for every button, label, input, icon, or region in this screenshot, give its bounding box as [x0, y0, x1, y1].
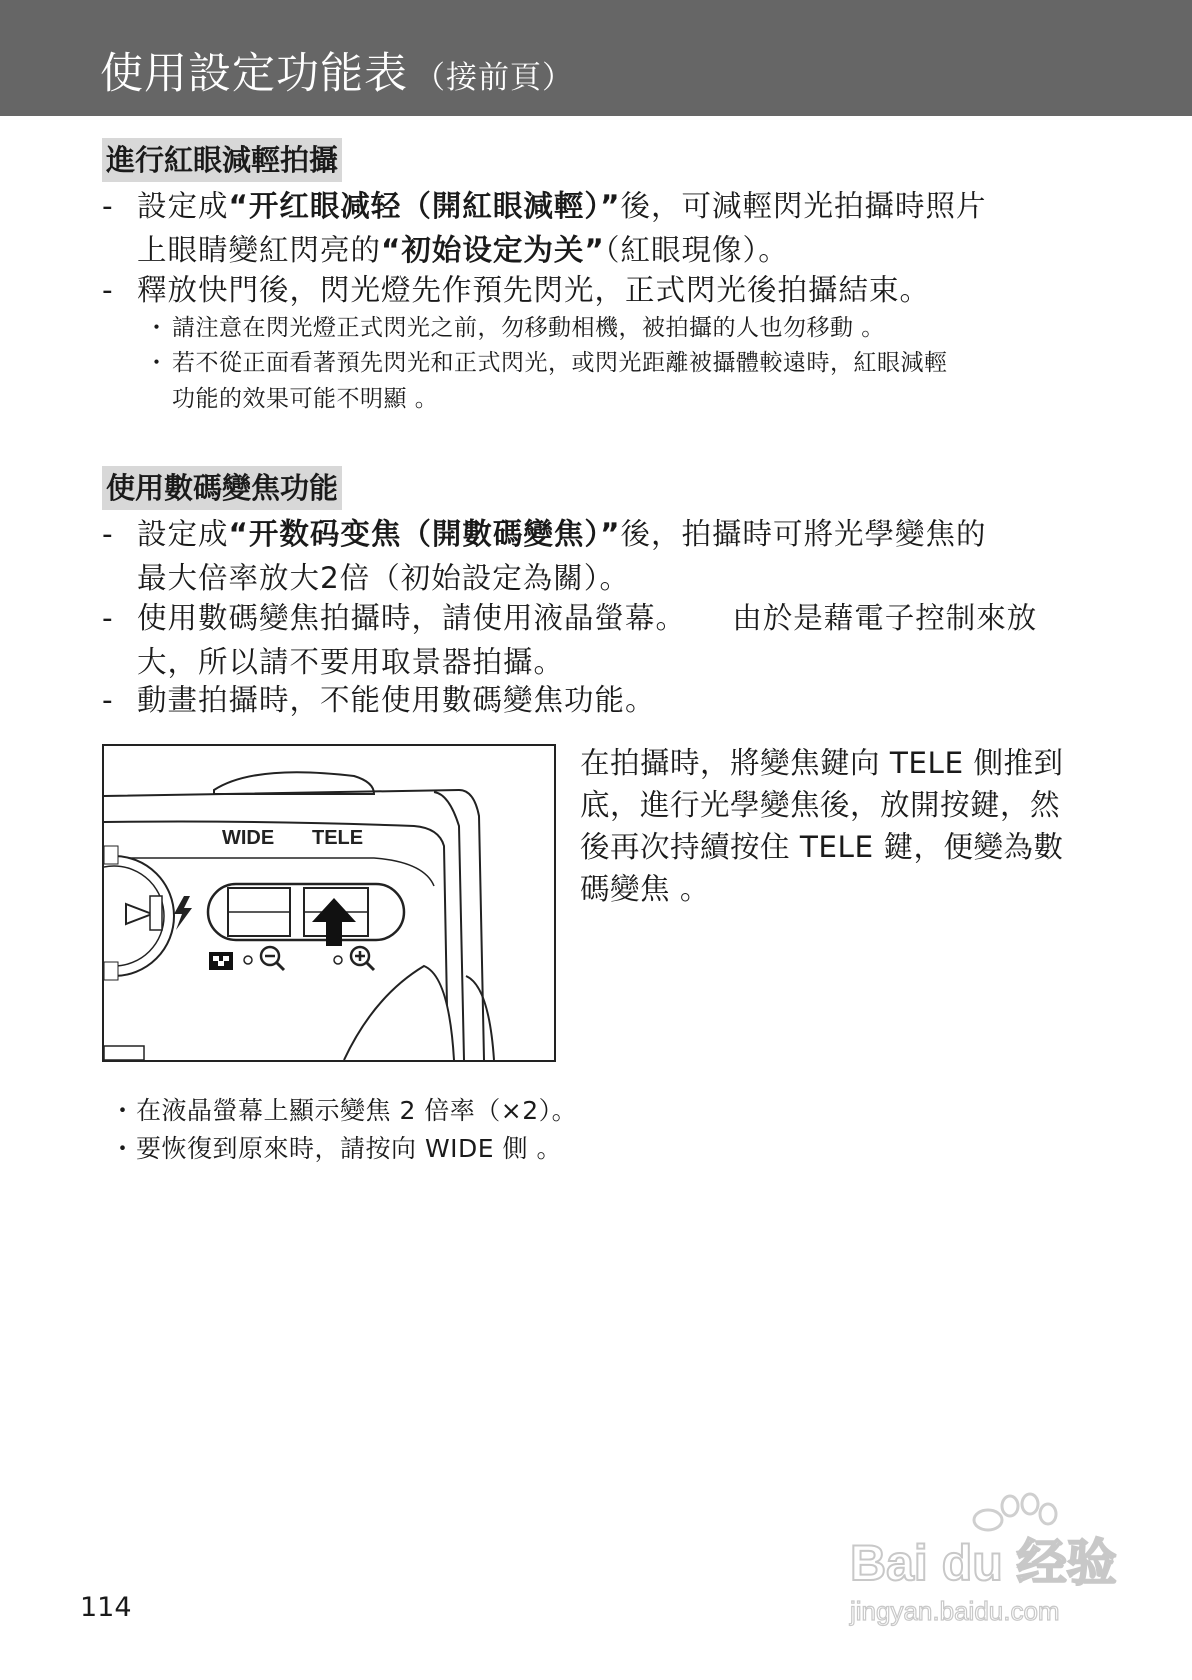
bullet-marker: ・ — [145, 350, 169, 376]
tele-label: TELE — [312, 827, 364, 849]
red-eye-item-2-text: 釋放快門後，閃光燈先作預先閃光，正式閃光後拍攝結束。 — [137, 273, 931, 307]
flash-icon — [174, 896, 192, 930]
zoom-note-1: ・在液晶螢幕上顯示變焦 2 倍率（×2）。 — [110, 1096, 578, 1125]
zoom-out-icon — [261, 947, 284, 970]
dash-marker: - — [102, 189, 114, 223]
title-text: 使用設定功能表 — [100, 49, 408, 99]
watermark-url: jingyan.baidu.com — [850, 1596, 1060, 1626]
dash-marker: - — [102, 517, 114, 551]
section-digital-zoom-heading: 使用數碼變焦功能 — [102, 466, 342, 510]
bullet-marker: ・ — [145, 315, 169, 341]
page-number: 114 — [80, 1592, 132, 1623]
dash-marker: - — [102, 273, 114, 307]
camera-drawing — [104, 746, 554, 1060]
page-header — [0, 0, 1192, 116]
zoom-note-2: ・要恢復到原來時，請按向 WIDE 側 。 — [110, 1134, 562, 1163]
title-subtitle: （接前頁） — [414, 60, 574, 96]
wide-label: WIDE — [222, 827, 275, 849]
zoom-in-icon — [351, 947, 374, 970]
watermark-brand: Bai du 经验 — [850, 1535, 1117, 1591]
baidu-watermark — [840, 1480, 1130, 1630]
red-eye-item-1-line2: 上眼睛變紅閃亮的“初始设定为关”（紅眼現像）。 — [137, 233, 789, 267]
camera-zoom-illustration — [102, 744, 556, 1062]
zoom-instruction-text: 在拍攝時，將變焦鍵向 TELE 側推到 底，進行光學變焦後，放開按鍵，然 後再次持續按住 TELE 鍵，便變為數 碼變焦 。 — [580, 746, 1064, 906]
dash-marker: - — [102, 601, 114, 635]
red-eye-item-1-line1: 設定成“开红眼减轻（開紅眼減輕）”後，可減輕閃光拍攝時照片 — [137, 189, 987, 223]
dash-marker: - — [102, 683, 114, 717]
section-red-eye-heading: 進行紅眼減輕拍攝 — [102, 138, 342, 182]
page-title — [100, 40, 574, 101]
